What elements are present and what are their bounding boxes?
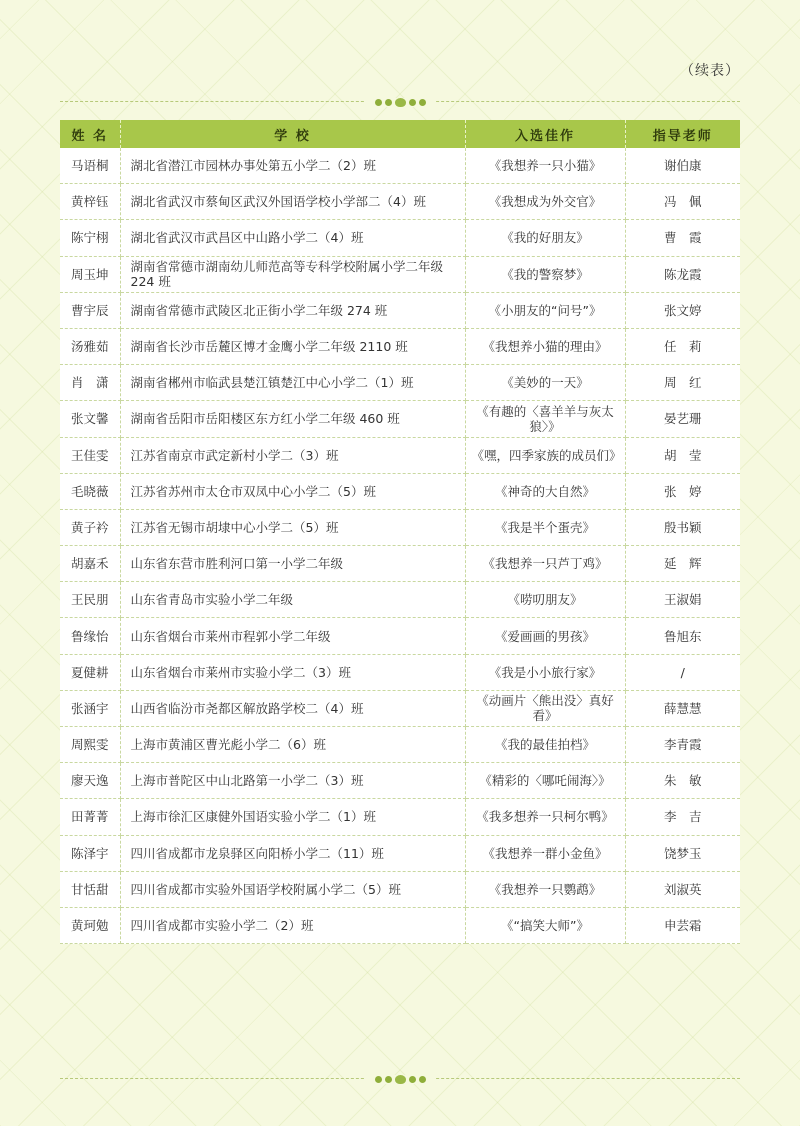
- table-row: [60, 654, 740, 690]
- student-name: 陈泽宇: [60, 835, 120, 871]
- teacher-name: 周 红: [625, 365, 740, 401]
- student-name: 夏健耕: [60, 654, 120, 690]
- selected-work: 《我多想养一只柯尔鸭》: [465, 799, 625, 835]
- table-row: [60, 871, 740, 907]
- student-name: 张文馨: [60, 401, 120, 437]
- award-list-table-container: [60, 120, 740, 944]
- table-row: [60, 220, 740, 256]
- teacher-name: 王淑娟: [625, 582, 740, 618]
- top-ornament-divider: [60, 95, 740, 109]
- student-name: 毛晓薇: [60, 473, 120, 509]
- table-header-row: [60, 120, 740, 148]
- student-name: 马语桐: [60, 148, 120, 184]
- student-name: 王佳雯: [60, 437, 120, 473]
- selected-work: 《嘿，四季家族的成员们》: [465, 437, 625, 473]
- school-name: 山东省东营市胜利河口第一小学二年级: [120, 546, 465, 582]
- school-name: 山东省烟台市莱州市程郭小学二年级: [120, 618, 465, 654]
- teacher-name: 李青霞: [625, 727, 740, 763]
- student-name: 甘恬甜: [60, 871, 120, 907]
- teacher-name: 朱 敏: [625, 763, 740, 799]
- selected-work: 《有趣的〈喜羊羊与灰太狼〉》: [465, 401, 625, 437]
- table-row: [60, 835, 740, 871]
- header-school: 学 校: [120, 120, 465, 148]
- student-name: 鲁缘怡: [60, 618, 120, 654]
- school-name: 四川省成都市实验外国语学校附属小学二（5）班: [120, 871, 465, 907]
- continued-label: （续表）: [680, 63, 740, 79]
- table-row: [60, 509, 740, 545]
- table-row: [60, 148, 740, 184]
- selected-work: 《我想养一群小金鱼》: [465, 835, 625, 871]
- table-row: [60, 292, 740, 328]
- teacher-name: 曹 霞: [625, 220, 740, 256]
- teacher-name: /: [625, 654, 740, 690]
- school-name: 山西省临汾市尧都区解放路学校二（4）班: [120, 690, 465, 726]
- selected-work: 《我是半个蛋壳》: [465, 509, 625, 545]
- teacher-name: 任 莉: [625, 328, 740, 364]
- school-name: 山东省烟台市莱州市实验小学二（3）班: [120, 654, 465, 690]
- student-name: 汤雅茹: [60, 328, 120, 364]
- table-row: [60, 365, 740, 401]
- student-name: 曹宇辰: [60, 292, 120, 328]
- teacher-name: 鲁旭东: [625, 618, 740, 654]
- school-name: 上海市普陀区中山北路第一小学二（3）班: [120, 763, 465, 799]
- teacher-name: 饶梦玉: [625, 835, 740, 871]
- student-name: 周熙雯: [60, 727, 120, 763]
- selected-work: 《我想成为外交官》: [465, 184, 625, 220]
- student-name: 廖天逸: [60, 763, 120, 799]
- school-name: 江苏省无锡市胡埭中心小学二（5）班: [120, 509, 465, 545]
- school-name: 四川省成都市龙泉驿区向阳桥小学二（11）班: [120, 835, 465, 871]
- selected-work: 《唠叨朋友》: [465, 582, 625, 618]
- selected-work: 《美妙的一天》: [465, 365, 625, 401]
- teacher-name: 殷书颖: [625, 509, 740, 545]
- selected-work: 《我想养一只鹦鹉》: [465, 871, 625, 907]
- school-name: 湖南省郴州市临武县楚江镇楚江中心小学二（1）班: [120, 365, 465, 401]
- selected-work: 《精彩的〈哪吒闹海〉》: [465, 763, 625, 799]
- student-name: 陈宁栩: [60, 220, 120, 256]
- selected-work: 《我想养小猫的理由》: [465, 328, 625, 364]
- school-name: 湖北省潜江市园林办事处第五小学二（2）班: [120, 148, 465, 184]
- school-name: 上海市黄浦区曹光彪小学二（6）班: [120, 727, 465, 763]
- school-name: 湖南省常德市武陵区北正街小学二年级 274 班: [120, 292, 465, 328]
- teacher-name: 陈龙霞: [625, 256, 740, 292]
- student-name: 肖 潇: [60, 365, 120, 401]
- teacher-name: 延 辉: [625, 546, 740, 582]
- school-name: 四川省成都市实验小学二（2）班: [120, 907, 465, 943]
- selected-work: 《动画片〈熊出没〉真好看》: [465, 690, 625, 726]
- school-name: 湖南省常德市湖南幼儿师范高等专科学校附属小学二年级 224 班: [120, 256, 465, 292]
- teacher-name: 张 婷: [625, 473, 740, 509]
- header-teacher: 指导老师: [625, 120, 740, 148]
- student-name: 张涵宇: [60, 690, 120, 726]
- student-name: 黄梓钰: [60, 184, 120, 220]
- school-name: 山东省青岛市实验小学二年级: [120, 582, 465, 618]
- teacher-name: 谢伯康: [625, 148, 740, 184]
- school-name: 湖南省长沙市岳麓区博才金鹰小学二年级 2110 班: [120, 328, 465, 364]
- selected-work: 《“搞笑大师”》: [465, 907, 625, 943]
- selected-work: 《我想养一只芦丁鸡》: [465, 546, 625, 582]
- table-row: [60, 473, 740, 509]
- table-row: [60, 907, 740, 943]
- table-row: [60, 546, 740, 582]
- table-row: [60, 727, 740, 763]
- selected-work: 《我想养一只小猫》: [465, 148, 625, 184]
- school-name: 湖北省武汉市武昌区中山路小学二（4）班: [120, 220, 465, 256]
- teacher-name: 晏艺珊: [625, 401, 740, 437]
- student-name: 王民朋: [60, 582, 120, 618]
- school-name: 湖北省武汉市蔡甸区武汉外国语学校小学部二（4）班: [120, 184, 465, 220]
- bottom-ornament-divider: [60, 1072, 740, 1086]
- selected-work: 《我的最佳拍档》: [465, 727, 625, 763]
- table-row: [60, 690, 740, 726]
- table-row: [60, 618, 740, 654]
- student-name: 黄珂勉: [60, 907, 120, 943]
- leaf-ornament-icon: [365, 98, 436, 107]
- teacher-name: 申芸霜: [625, 907, 740, 943]
- student-name: 胡嘉禾: [60, 546, 120, 582]
- header-name: 姓 名: [60, 120, 120, 148]
- teacher-name: 张文婷: [625, 292, 740, 328]
- selected-work: 《神奇的大自然》: [465, 473, 625, 509]
- leaf-ornament-icon: [365, 1075, 436, 1084]
- teacher-name: 胡 莹: [625, 437, 740, 473]
- school-name: 湖南省岳阳市岳阳楼区东方红小学二年级 460 班: [120, 401, 465, 437]
- selected-work: 《小朋友的“问号”》: [465, 292, 625, 328]
- selected-work: 《我的好朋友》: [465, 220, 625, 256]
- school-name: 上海市徐汇区康健外国语实验小学二（1）班: [120, 799, 465, 835]
- teacher-name: 冯 佩: [625, 184, 740, 220]
- student-name: 黄子衿: [60, 509, 120, 545]
- student-name: 田菁菁: [60, 799, 120, 835]
- table-row: [60, 401, 740, 437]
- header-work: 入选佳作: [465, 120, 625, 148]
- school-name: 江苏省苏州市太仓市双凤中心小学二（5）班: [120, 473, 465, 509]
- table-row: [60, 582, 740, 618]
- teacher-name: 李 吉: [625, 799, 740, 835]
- table-row: [60, 184, 740, 220]
- table-row: [60, 799, 740, 835]
- award-list-table: [60, 120, 740, 944]
- school-name: 江苏省南京市武定新村小学二（3）班: [120, 437, 465, 473]
- table-row: [60, 763, 740, 799]
- selected-work: 《我是小小旅行家》: [465, 654, 625, 690]
- teacher-name: 刘淑英: [625, 871, 740, 907]
- teacher-name: 薛慧慧: [625, 690, 740, 726]
- student-name: 周玉坤: [60, 256, 120, 292]
- selected-work: 《爱画画的男孩》: [465, 618, 625, 654]
- selected-work: 《我的警察梦》: [465, 256, 625, 292]
- table-row: [60, 437, 740, 473]
- table-row: [60, 328, 740, 364]
- table-row: [60, 256, 740, 292]
